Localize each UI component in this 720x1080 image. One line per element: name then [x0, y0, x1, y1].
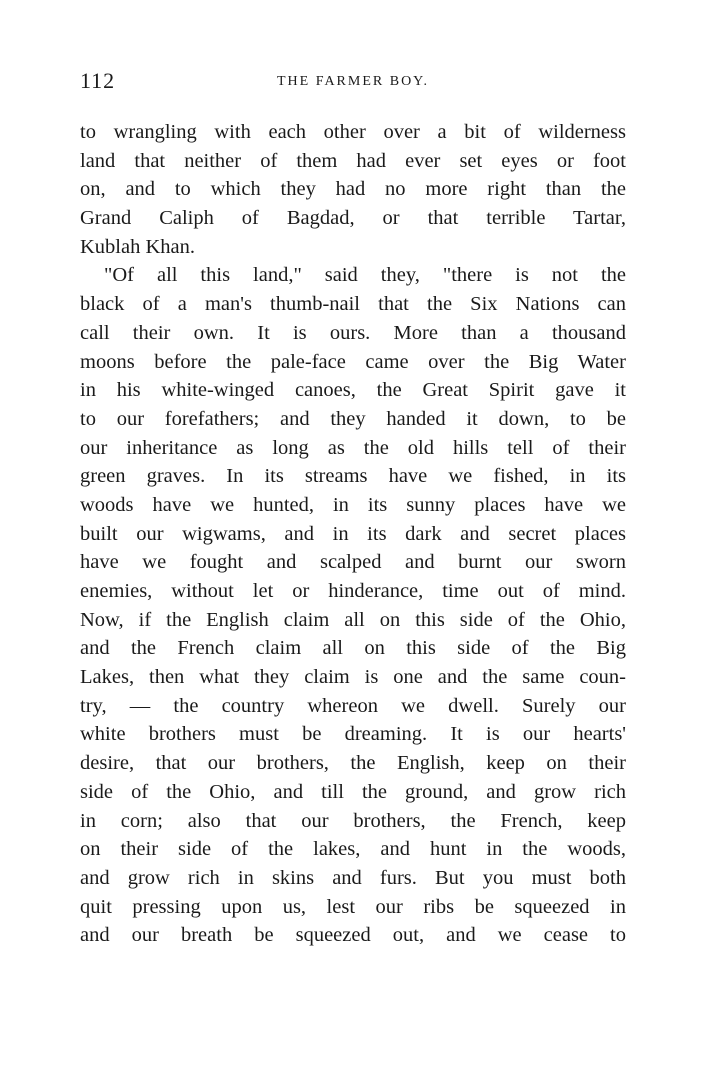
- text-line: built our wigwams, and in its dark and secret places: [80, 522, 626, 545]
- text-line: in corn; also that our brothers, the French, keep: [80, 809, 626, 832]
- text-line: and our breath be squeezed out, and we cease to: [80, 924, 626, 947]
- text-line: "Of all this land," said they, "there is not the: [104, 264, 626, 287]
- text-line: desire, that our brothers, the English, keep on their: [80, 752, 626, 775]
- page-number: 112: [80, 68, 116, 93]
- text-line: enemies, without let or hinderance, time out of mind.: [80, 580, 626, 602]
- text-line: Kublah Khan.: [80, 235, 196, 258]
- text-line: quit pressing upon us, lest our ribs be squeezed in: [80, 895, 626, 918]
- text-line: on their side of the lakes, and hunt in the woods,: [80, 838, 626, 861]
- text-line: Lakes, then what they claim is one and the same coun-: [80, 666, 626, 689]
- text-line: in his white-winged canoes, the Great Spirit gave it: [80, 379, 626, 402]
- text-line: and the French claim all on this side of the Big: [80, 637, 626, 660]
- text-line: and grow rich in skins and furs. But you must both: [80, 866, 626, 889]
- text-line: black of a man's thumb-nail that the Six Nations can: [80, 293, 626, 316]
- text-line: our inheritance as long as the old hills tell of their: [80, 436, 626, 459]
- body-text: [80, 118, 626, 950]
- text-line: Grand Caliph of Bagdad, or that terrible Tartar,: [80, 207, 626, 230]
- text-line: green graves. In its streams have we fished, in its: [80, 465, 626, 488]
- text-line: try, — the country whereon we dwell. Surely our: [80, 694, 626, 717]
- running-head: THE FARMER BOY.: [276, 74, 429, 89]
- text-line: white brothers must be dreaming. It is our hearts': [80, 723, 626, 746]
- text-line: Now, if the English claim all on this side of the Ohio,: [80, 608, 626, 631]
- text-line: to our forefathers; and they handed it down, to be: [80, 407, 626, 430]
- text-line: to wrangling with each other over a bit of wilderness: [80, 121, 626, 143]
- text-line: moons before the pale-face came over the Big Water: [80, 350, 626, 373]
- text-line: land that neither of them had ever set eyes or foot: [80, 149, 626, 172]
- text-line: woods have we hunted, in its sunny places have we: [80, 493, 626, 516]
- page-header: [80, 68, 626, 98]
- text-line: side of the Ohio, and till the ground, and grow rich: [80, 780, 626, 803]
- text-line: call their own. It is ours. More than a thousand: [80, 321, 626, 344]
- text-line: have we fought and scalped and burnt our sworn: [80, 551, 626, 574]
- text-line: on, and to which they had no more right than the: [80, 178, 626, 201]
